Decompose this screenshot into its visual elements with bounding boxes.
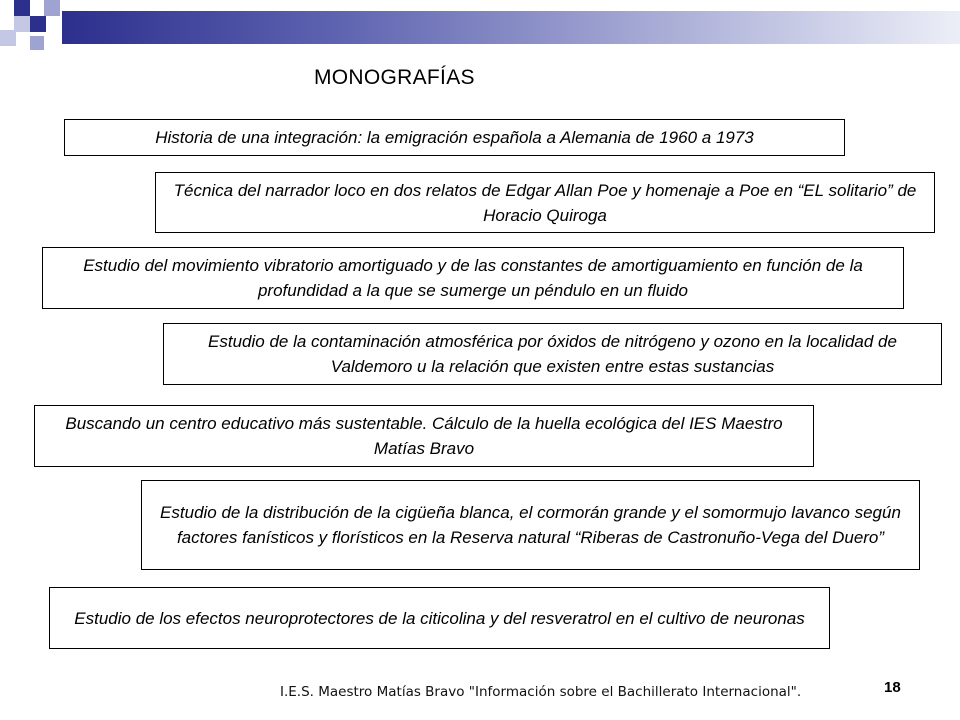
monografia-box: Estudio de la distribución de la cigüeña blanca, el cormorán grande y el somormujo lavanco según factores fanísticos y florísticos en la Reserva natural “Riberas de Castronuño-Vega del Duero” xyxy=(141,480,920,570)
monografia-box: Técnica del narrador loco en dos relatos de Edgar Allan Poe y homenaje a Poe en “EL solitario” de Horacio Quiroga xyxy=(155,172,935,233)
footer-text: I.E.S. Maestro Matías Bravo "Información sobre el Bachillerato Internacional". xyxy=(280,684,802,700)
page-number: 18 xyxy=(884,679,901,696)
page-title: MONOGRAFÍAS xyxy=(314,66,475,89)
monografia-box: Estudio de los efectos neuroprotectores de la citicolina y del resveratrol en el cultivo de neuronas xyxy=(49,587,830,649)
monografia-box: Buscando un centro educativo más sustentable. Cálculo de la huella ecológica del IES Maestro Matías Bravo xyxy=(34,405,814,467)
monografia-box: Estudio de la contaminación atmosférica por óxidos de nitrógeno y ozono en la localidad de Valdemoro u la relación que existen entre estas sustancias xyxy=(163,323,942,385)
header-gradient-bar xyxy=(62,11,960,44)
monografia-box: Estudio del movimiento vibratorio amortiguado y de las constantes de amortiguamiento en función de la profundidad a la que se sumerge un péndulo en un fluido xyxy=(42,247,904,309)
monografia-box: Historia de una integración: la emigración española a Alemania de 1960 a 1973 xyxy=(64,119,845,156)
